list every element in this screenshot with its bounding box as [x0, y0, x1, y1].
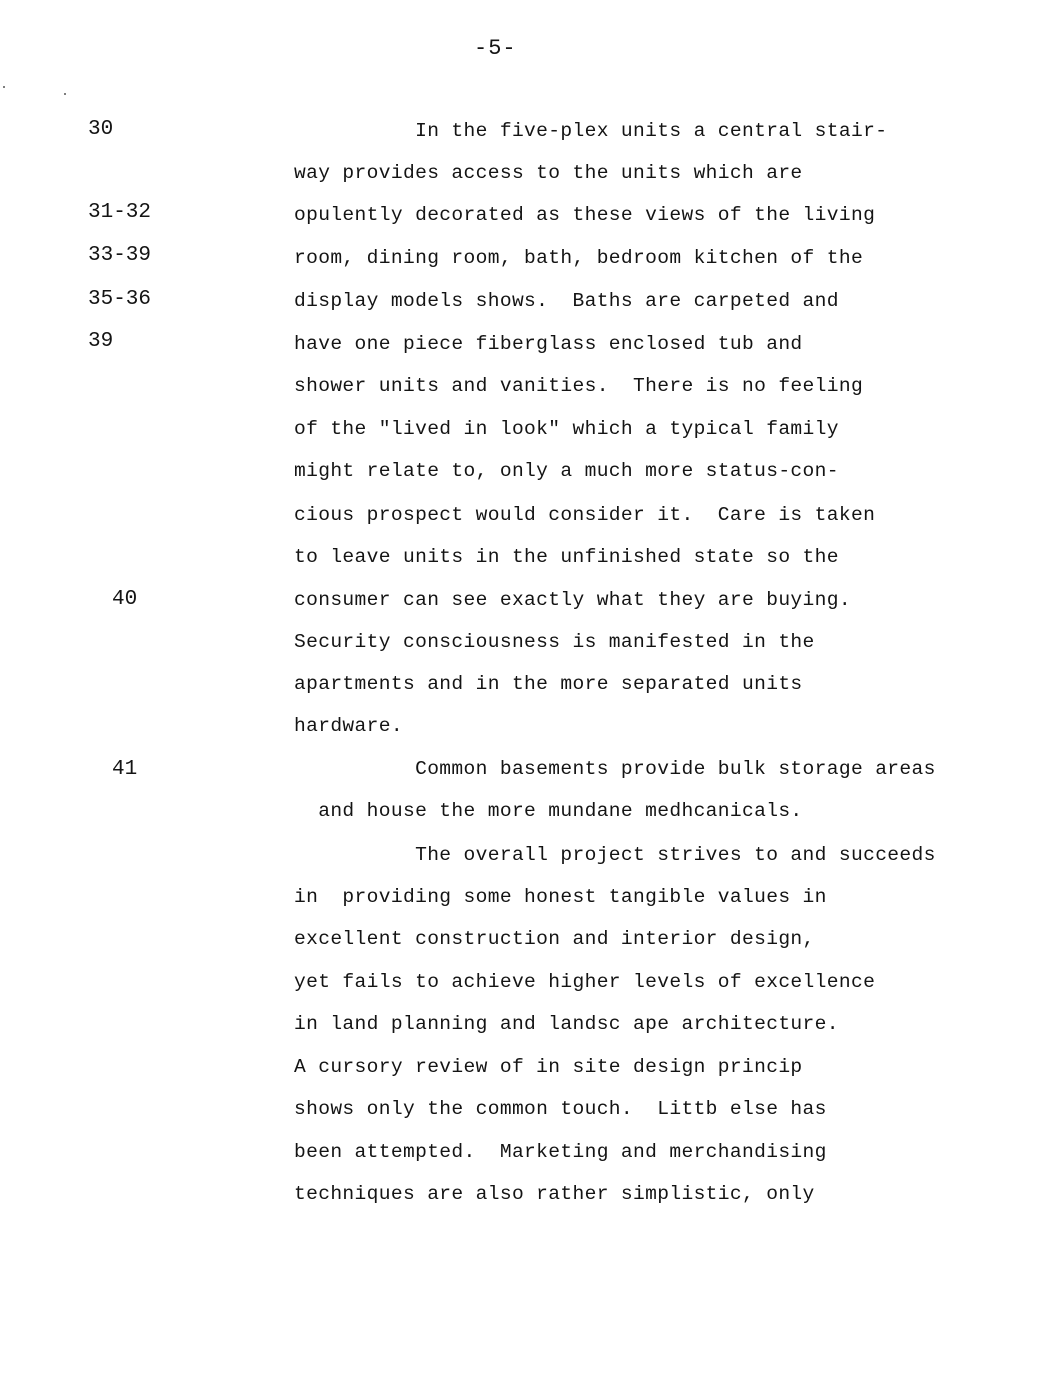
text-line: in providing some honest tangible values in	[294, 886, 827, 908]
page-number: -5-	[474, 36, 517, 61]
margin-ref-30: 30	[88, 118, 114, 141]
text-line: in land planning and landsc ape architecture.	[294, 1013, 839, 1035]
text-line: shower units and vanities. There is no feeling	[294, 375, 864, 397]
text-line: been attempted. Marketing and merchandising	[294, 1141, 827, 1163]
text-line: consumer can see exactly what they are buying.	[294, 589, 851, 611]
text-line: and house the more mundane medhcanicals.	[294, 800, 803, 822]
text-line: opulently decorated as these views of the living	[294, 204, 876, 226]
text-line: Common basements provide bulk storage areas	[294, 758, 936, 780]
text-line: apartments and in the more separated units	[294, 673, 803, 695]
text-line: room, dining room, bath, bedroom kitchen of the	[294, 247, 864, 269]
text-line: to leave units in the unfinished state so the	[294, 546, 839, 568]
text-line: might relate to, only a much more status-con-	[294, 460, 839, 482]
text-line: shows only the common touch. Littb else has	[294, 1098, 827, 1120]
paper-speck	[3, 86, 5, 88]
margin-ref-41: 41	[112, 758, 138, 781]
text-line: Security consciousness is manifested in the	[294, 631, 815, 653]
text-line: cious prospect would consider it. Care is taken	[294, 504, 876, 526]
margin-ref-31-32: 31-32	[88, 201, 152, 224]
text-line: excellent construction and interior design,	[294, 928, 815, 950]
text-line: way provides access to the units which are	[294, 162, 803, 184]
text-line: yet fails to achieve higher levels of excellence	[294, 971, 876, 993]
text-line: techniques are also rather simplistic, only	[294, 1183, 815, 1205]
margin-ref-35-36: 35-36	[88, 288, 152, 311]
text-line: display models shows. Baths are carpeted and	[294, 290, 839, 312]
text-line: The overall project strives to and succeeds	[294, 844, 936, 866]
margin-ref-40: 40	[112, 588, 138, 611]
text-line: In the five-plex units a central stair-	[294, 120, 888, 142]
text-line: A cursory review of in site design princip	[294, 1056, 803, 1078]
text-line: of the "lived in look" which a typical family	[294, 418, 839, 440]
text-line: hardware.	[294, 715, 403, 737]
text-line: have one piece fiberglass enclosed tub and	[294, 333, 803, 355]
paper-speck	[64, 93, 66, 95]
margin-ref-33-39: 33-39	[88, 244, 152, 267]
margin-ref-39: 39	[88, 330, 114, 353]
